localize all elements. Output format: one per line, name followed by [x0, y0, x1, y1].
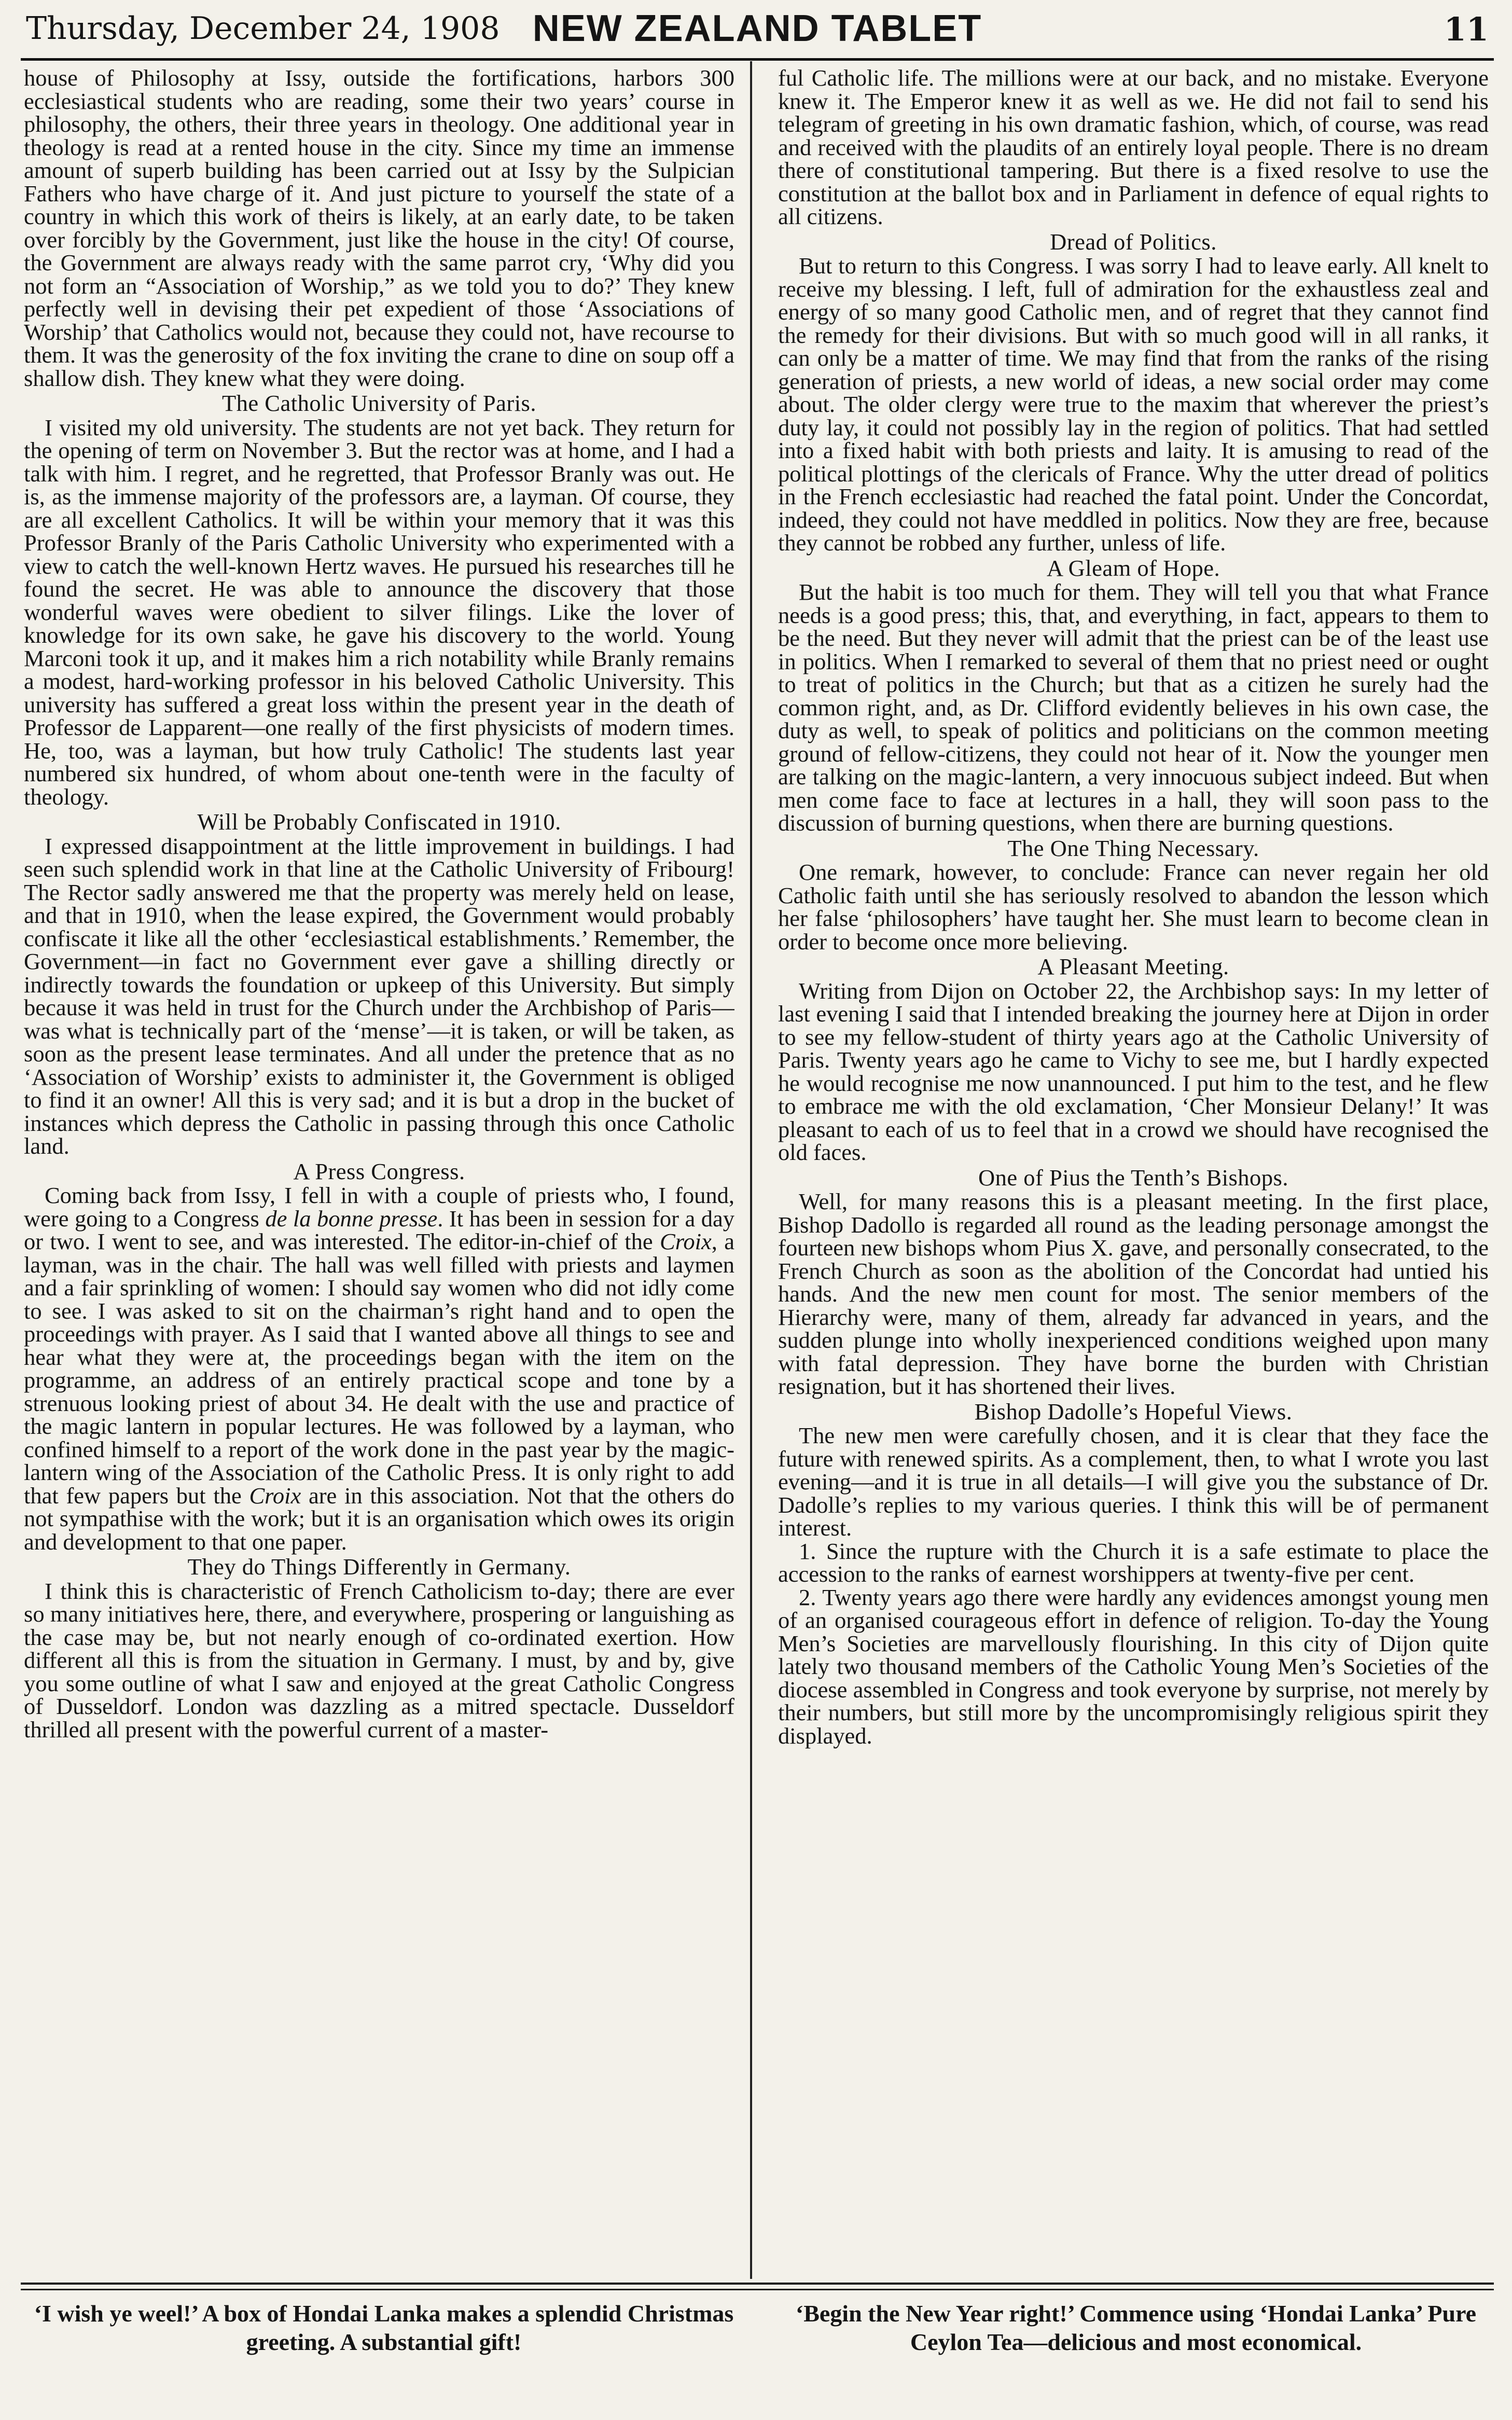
paragraph: Well, for many reasons this is a pleasant meeting. In the first place, Bishop Dadollo is regarded all round as the leading personage amongst the fourteen new bishops whom Pius X. gave, and personally consecrated, to the French Church as soon as the abolition of the Concordat had untied his hands. And the new men count for most. The senior members of the Hierarchy were, many of them, already far advanced in years, and the sudden plunge into wholly inexperienced conditions weighed upon many with fatal depression. They have borne the burden with Christian resignation, but it has shortened their lives.: [778, 1188, 1489, 1399]
left-column: [24, 66, 734, 2276]
column-divider: [750, 61, 752, 2279]
text-run: Coming back from Issy, I fell in with a couple of priests who, I found, were going to a Congress: [24, 1182, 734, 1232]
section-heading: Dread of Politics.: [1050, 228, 1217, 255]
paragraph: One remark, however, to conclude: France can never regain her old Catholic faith until she has seriously resolved to abandon the lesson which her false ‘philosophers’ have taught her. She must learn to become clean in order to become once more believing.: [778, 859, 1489, 955]
section-heading: One of Pius the Tenth’s Bishops.: [978, 1164, 1288, 1191]
paragraph: The new men were carefully chosen, and it is clear that they face the future with renewed spirits. As a complement, then, to what I wrote you last evening—and it is true in all details—I will give you the substance of Dr. Dadolle’s replies to my various queries. I think this will be of permanent interest.: [778, 1422, 1489, 1541]
paragraph: I visited my old university. The students are not yet back. They return for the opening of term on November 3. But the rector was at home, and I had a talk with him. I regret, and he regretted, that Professor Branly was out. He is, as the immense majority of the professors are, a layman. Of course, they are all excellent Catholics. It will be within your memory that it was this Professor Branly of the Paris Catholic University who experimented with a view to catch the well-known Hertz waves. He pursued his researches till he found the secret. He was able to announce the discovery that those wonderful waves were obedient to silver filings. Like the lover of knowledge for its own sake, he gave his discovery to the world. Young Marconi took it up, and it makes him a rich notability while Branly remains a modest, hard-working professor in his beloved Catholic University. This university has suffered a great loss within the present year in the death of Professor de Lapparent—one really of the first physicists of modern times. He, too, was a layman, but how truly Catholic! The students last year numbered six hundred, of whom about one-tenth were in the faculty of theology.: [24, 414, 734, 810]
italic-run: de la bonne presse: [265, 1205, 438, 1232]
paragraph: But the habit is too much for them. They will tell you that what France needs is a good press; this, that, and everything, in fact, appears to them to be the need. But they never will admit that the priest can be of the least use in politics. When I remarked to several of them that no priest need or ought to treat of politics in the Church; but that as a citizen he surely had the common right, and, as Dr. Clifford evidently believes in his own case, the duty as well, to speak of politics and politicians on the common meeting ground of fellow-citizens, they could not hear of it. Now the younger men are talking on the magic-lantern, a very innocuous subject indeed. But when men come face to face at lectures in a hall, they will soon pass to the discussion of burning questions, when there are burning questions.: [778, 579, 1489, 836]
text-run: . It has been in session for a day or two. I went to see, and was interested. The editor-in-chief of the: [24, 1205, 734, 1254]
paragraph: Writing from Dijon on October 22, the Archbishop says: In my letter of last evening I said that I intended breaking the journey here at Dijon in order to see my fellow-student of thirty years ago at the Catholic University of Paris. Twenty years ago he came to Vichy to see me, but I hardly expected he would recognise me now unannounced. I put him to the test, and he flew to embrace me with the old exclamation, ‘Cher Monsieur Delany!’ It was pleasant to each of us to feel that in a crowd we should have recognised the old faces.: [778, 977, 1489, 1165]
paragraph: I think this is characteristic of French Catholicism to-day; there are ever so many initiatives here, there, and everywhere, prospering or languishing as the case may be, but not nearly enough of co-ordinated exertion. How different all this is from the situation in Germany. I must, by and by, give you some outline of what I saw and enjoyed at the great Catholic Congress of Dusseldorf. London was dazzling as a mitred spectacle. Dusseldorf thrilled all present with the powerful current of a master-: [24, 1578, 734, 1743]
section-heading: The Catholic University of Paris.: [221, 390, 537, 416]
text-run: are in this association. Not that the others do not sympathise with the work; but it is an organisation which owes its origin and development to that one paper.: [24, 1482, 734, 1555]
paragraph: I expressed disappointment at the little improvement in buildings. I had seen such splendid work in that line at the Catholic University of Fribourg! The Rector sadly answered me that the property was merely held on lease, and that in 1910, when the lease expired, the Government would probably confiscate it like all the other ‘ecclesiastical establishments.’ Remember, the Government—in fact no Government ever gave a shilling directly or indirectly towards the foundation or upkeep of this University. But simply because it was held in trust for the Church under the Archbishop of Paris—was what is technically part of the ‘mense’—it is taken, or will be taken, as soon as the present lease terminates. And all under the pretence that as no ‘Association of Worship’ exists to administer it, the Government is obliged to find it an owner! All this is very sad; and it is but a drop in the bucket of instances which depress the Catholic in passing through this once Catholic land.: [24, 833, 734, 1159]
section-heading: A Pleasant Meeting.: [1037, 953, 1229, 979]
section-heading: Bishop Dadolle’s Hopeful Views.: [974, 1398, 1293, 1425]
section-heading: A Gleam of Hope.: [1046, 555, 1220, 581]
paragraph: But to return to this Congress. I was sorry I had to leave early. All knelt to receive my blessing. I left, full of admiration for the exhaustless zeal and energy of so many good Catholic men, and of regret that they cannot find the remedy for their divisions. But with so much good will in all ranks, it can only be a matter of time. We may find that from the ranks of the rising generation of priests, a new world of ideas, a new social order may come about. The older clergy were true to the maxim that wherever the priest’s duty lay, it could not possibly lay in the region of politics. That had settled into a fixed habit with both priests and laity. It is amusing to read of the political plottings of the clericals of France. Why the utter dread of politics in the French ecclesiastic had reached the fatal point. Under the Concordat, indeed, they could not have meddled in politics. Now they are free, because they cannot be robbed any further, unless of life.: [778, 253, 1489, 556]
advertisement-left: ‘I wish ye weel!’ A box of Hondai Lanka makes a splendid Christmas greeting. A substantial gift!: [34, 2300, 734, 2356]
section-heading: A Press Congress.: [293, 1158, 465, 1184]
header-rule: [21, 58, 1494, 61]
paragraph: ful Catholic life. The millions were at our back, and no mistake. Everyone knew it. The Emperor knew it as well as we. He did not fail to send his telegram of greeting in his own dramatic fashion, which, of course, was read and received with the plaudits of an entirely loyal people. There is no dream there of constitutional tampering. But there is a fixed resolve to use the constitution at the ballot box and in Parliament in defence of equal rights to all citizens.: [778, 66, 1489, 229]
right-column: [778, 66, 1489, 2276]
newspaper-title: NEW ZEALAND TABLET: [532, 8, 982, 49]
issue-date: Thursday, December 24, 1908: [26, 10, 500, 47]
paragraph: 1. Since the rupture with the Church it is a safe estimate to place the accession to the ranks of earnest worshippers at twenty-five per cent.: [778, 1538, 1489, 1587]
paragraph: house of Philosophy at Issy, outside the fortifications, harbors 300 ecclesiastical students who are reading, some their two years’ course in philosophy, the others, their three years in theology. One additional year in theology is read at a rented house in the city. Since my time an immense amount of superb building has been carried out at Issy by the Sulpician Fathers who have charge of it. And just picture to yourself the state of a country in which this work of theirs is likely, at an early date, to be taken over forcibly by the Government, just like the house in the city! Of course, the Government are always ready with the same parrot cry, ‘Why did you not form an “Association of Worship,” as we told you to do?’ They knew perfectly well in devising their pet expedient of those ‘Associations of Worship’ that Catholics would not, because they could not, have recourse to them. It was the generosity of the fox inviting the crane to dine on soup off a shallow dish. They knew what they were doing.: [24, 66, 734, 391]
text-run: , a layman, was in the chair. The hall was well filled with priests and laymen and a fair sprinkling of women: I should say women who did not idly come to see. I was asked to sit on the chairman’s right hand and to open the proceedings with prayer. As I said that I wanted above all things to see and hear what they were at, the proceedings began with the item on the programme, an address of an entirely practical scope and tone by a strenuous looking priest of about 34. He dealt with the use and practice of the magic lantern in popular lectures. He was followed by a layman, who confined himself to a report of the work done in the past year by the magic-lantern wing of the Association of the Catholic Press. It is only right to add that few papers but the: [24, 1228, 734, 1509]
paragraph: [24, 1184, 734, 1553]
footer-rule: [21, 2289, 1494, 2290]
masthead: [21, 2, 1494, 56]
italic-run: Croix: [660, 1228, 712, 1254]
paragraph: 2. Twenty years ago there were hardly any evidences amongst young men of an organised courageous effort in defence of religion. To-day the Young Men’s Societies are marvellously flourishing. In this city of Dijon quite lately two thousand members of the Catholic Young Men’s Societies of the diocese assembled in Congress and took everyone by surprise, not merely by their numbers, but still more by the uncompromisingly religious spirit they displayed.: [778, 1584, 1489, 1749]
advertisement-right: ‘Begin the New Year right!’ Commence using ‘Hondai Lanka’ Pure Ceylon Tea—delicious and most economical.: [795, 2300, 1477, 2356]
page-number: 11: [1444, 10, 1489, 48]
section-heading: Will be Probably Confiscated in 1910.: [197, 809, 561, 835]
footer-rule: [21, 2283, 1494, 2285]
italic-run: Croix: [249, 1482, 301, 1509]
section-heading: The One Thing Necessary.: [1007, 835, 1259, 861]
section-heading: They do Things Differently in Germany.: [187, 1554, 571, 1580]
